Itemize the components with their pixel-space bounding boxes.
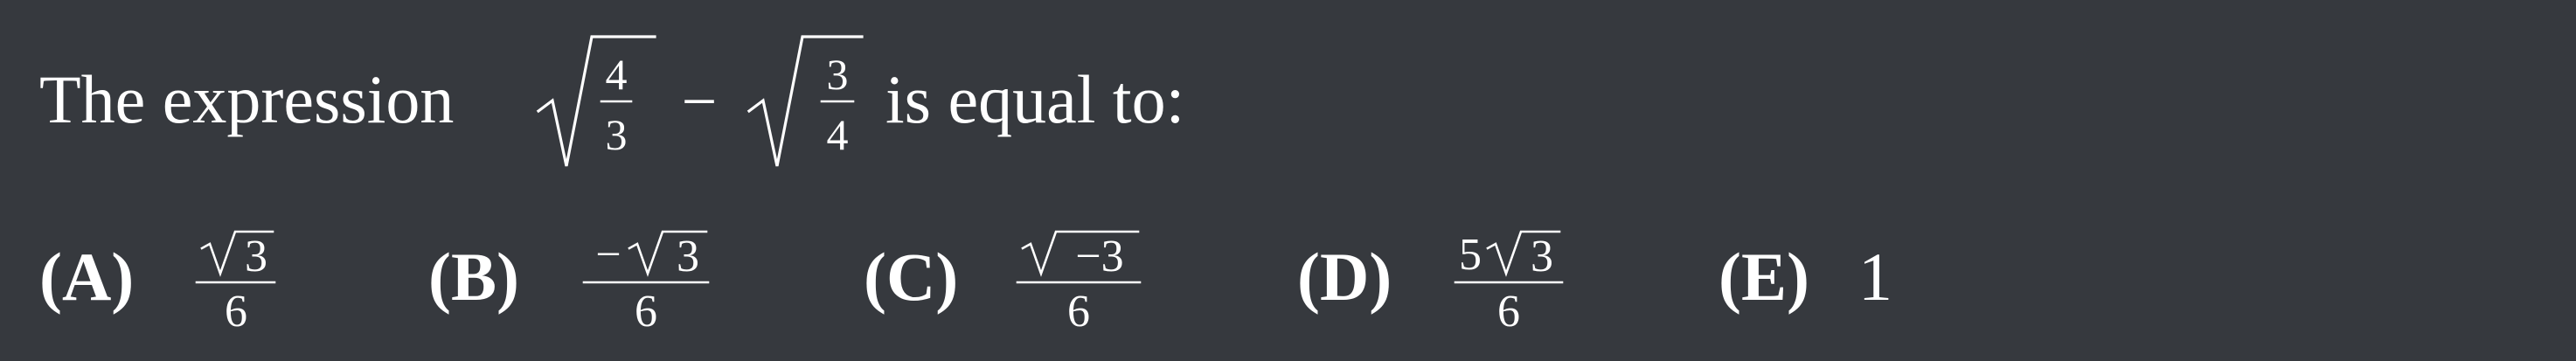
- choice-a-radicand: 3: [245, 232, 267, 281]
- second-root-numerator: 3: [826, 50, 849, 99]
- choice-e-label: (E): [1718, 239, 1809, 315]
- choice-a[interactable]: [39, 232, 274, 337]
- question-suffix: is equal to:: [885, 61, 1185, 137]
- choice-a-label: (A): [39, 239, 135, 315]
- choice-c[interactable]: [864, 232, 1140, 337]
- answer-choices: [39, 230, 1892, 337]
- choice-e[interactable]: [1718, 239, 1892, 315]
- choice-d-denominator: 6: [1497, 287, 1520, 337]
- choice-d-numerator-prefix: 5: [1459, 230, 1482, 280]
- first-root-denominator: 3: [605, 110, 628, 159]
- choice-e-value: 1: [1858, 239, 1892, 315]
- second-root-expression: [749, 37, 862, 166]
- question-line: [39, 37, 1184, 166]
- first-square-root-radical: [538, 37, 655, 166]
- first-root-expression: [538, 37, 655, 166]
- question-prefix: The expression: [39, 61, 455, 137]
- choice-d[interactable]: [1297, 230, 1562, 337]
- subtraction-operator: −: [681, 66, 718, 136]
- choice-c-radicand: −3: [1075, 232, 1124, 281]
- choice-b[interactable]: [428, 230, 708, 337]
- choice-d-radicand: 3: [1531, 232, 1553, 281]
- second-root-denominator: 4: [826, 110, 849, 159]
- choice-b-label: (B): [428, 239, 519, 315]
- choice-d-label: (D): [1297, 239, 1392, 315]
- choice-c-label: (C): [864, 239, 959, 315]
- first-root-numerator: 4: [605, 50, 628, 99]
- choice-b-denominator: 6: [635, 287, 657, 337]
- choice-b-numerator-prefix: −: [595, 230, 621, 280]
- choice-a-denominator: 6: [225, 287, 247, 337]
- choice-b-radicand: 3: [677, 232, 699, 281]
- choice-c-denominator: 6: [1067, 287, 1090, 337]
